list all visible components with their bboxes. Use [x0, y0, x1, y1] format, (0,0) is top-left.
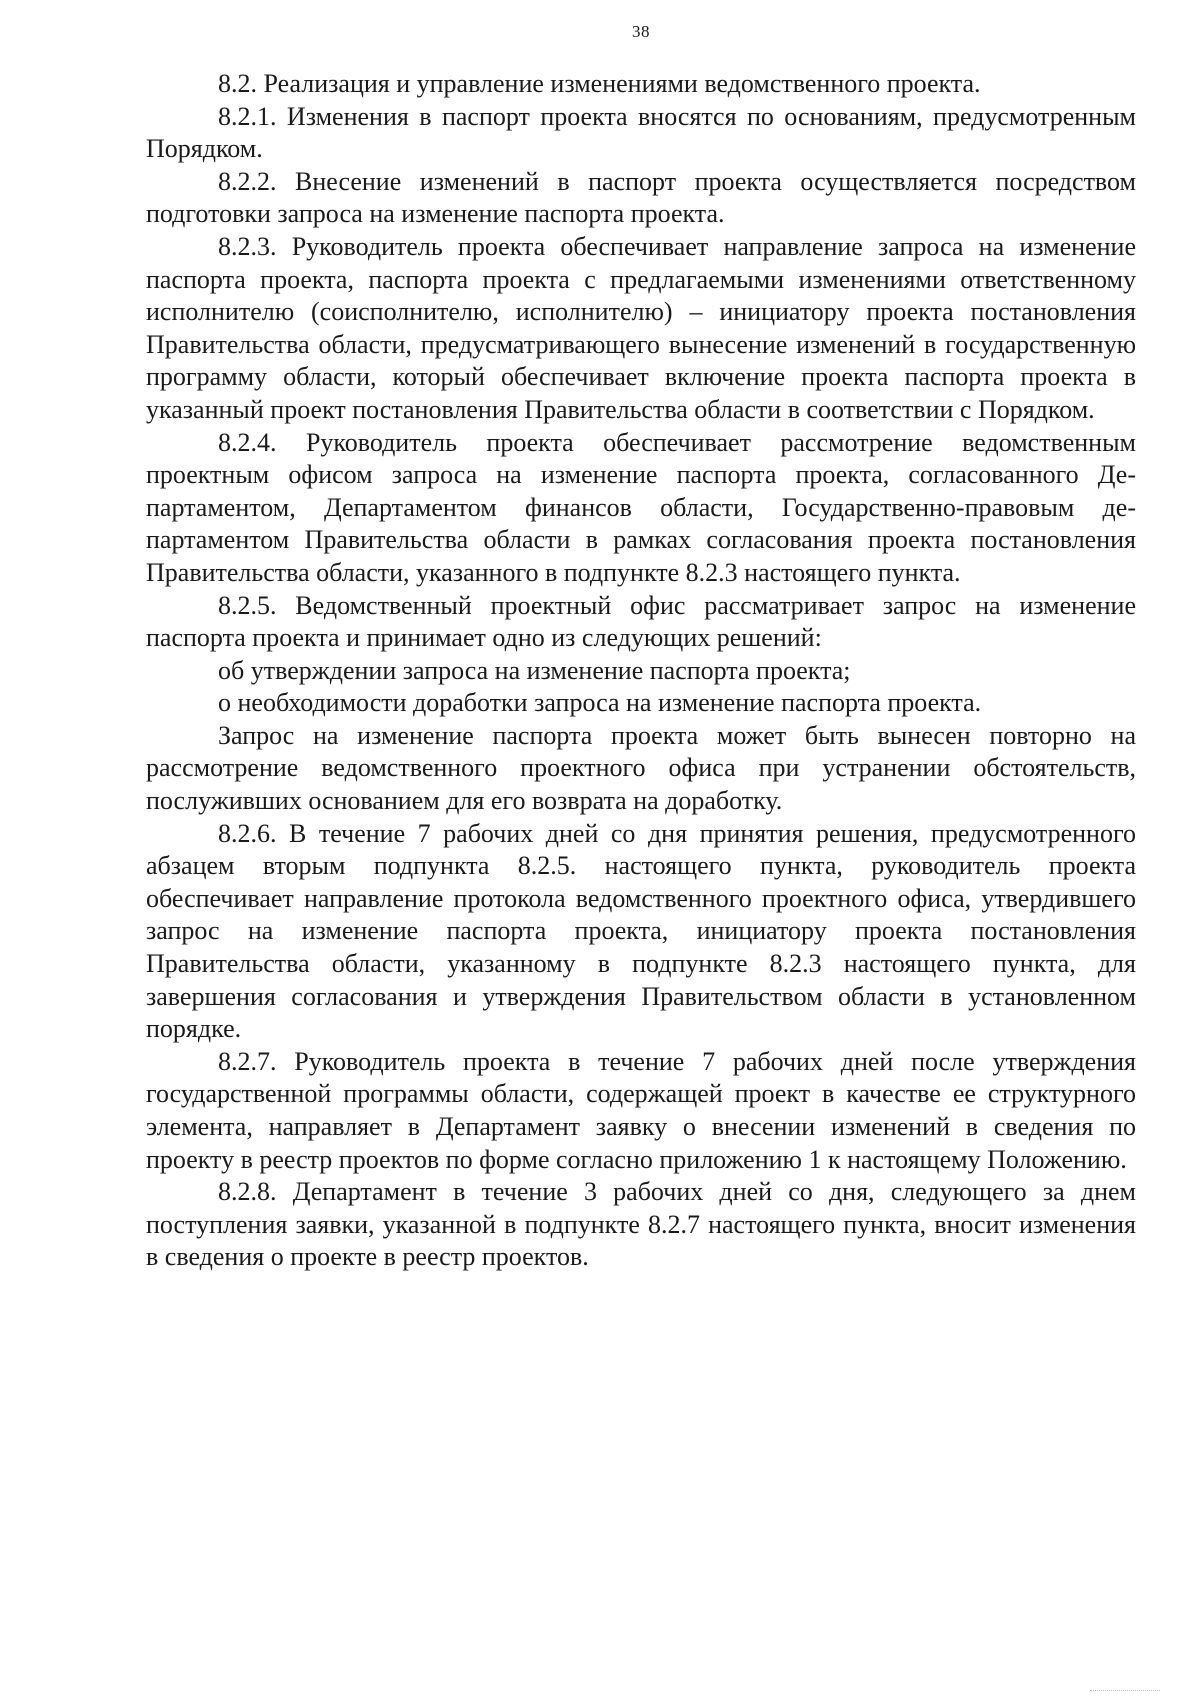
paragraph-8-2-2: 8.2.2. Внесение изменений в паспорт проекта осуществляется посредством подготовки запроса на изменение паспорта проекта.: [146, 166, 1136, 229]
paragraph-8-2-1: 8.2.1. Изменения в паспорт проекта вносятся по основаниям, предусмотренным Порядком.: [146, 101, 1136, 164]
scan-artifact: [1090, 1682, 1160, 1691]
paragraph-8-2-8: 8.2.8. Департамент в течение 3 рабочих дней со дня, следующего за днем поступления заявки, указанной в подпункте 8.2.7 настоящего пункта, вносит изменения в сведения о проекте в реестр проектов.: [146, 1177, 1136, 1272]
paragraph-8-2-6: 8.2.6. В течение 7 рабочих дней со дня принятия решения, предусмотренного абзацем вторым подпункта 8.2.5. настоящего пункта, руководитель проекта обеспечивает направление протокола ведомственного проектного офиса, утвердившего запрос на изменение паспорта проекта, инициатору проекта постановления Правительства области, указанному в подпункте 8.2.3 настоящего пункта, для завершения согласования и утверждения Правительством области в установленном порядке.: [146, 818, 1136, 1044]
paragraph-8-2-7: 8.2.7. Руководитель проекта в течение 7 рабочих дней после утверждения государственной программы области, содержащей проект в качестве ее структурного элемента, направляет в Департамент заявку о внесении изменений в сведения по проекту в реестр проектов по форме согласно приложению 1 к настоящему Положению.: [146, 1046, 1136, 1174]
paragraph-8-2: 8.2. Реализация и управление изменениями ведомственного проекта.: [218, 69, 981, 98]
paragraph-8-2-4: 8.2.4. Руководитель проекта обеспечивает рассмотрение ведомственным проектным офисом запроса на изменение паспорта проекта, согласованного Департаментом, Департаментом финансов области, Государственно-правовым департаментом Правительства области в рамках согласования проекта постановления Правительства области, указанного в подпункте 8.2.3 настоящего пункта.: [146, 427, 1136, 587]
paragraph-decision-approve: об утверждении запроса на изменение паспорта проекта;: [218, 655, 851, 685]
page-number: 38: [632, 22, 650, 41]
paragraph-8-2-3: 8.2.3. Руководитель проекта обеспечивает направление запроса на изменение паспорта проекта, паспорта проекта с предлагаемыми изменениями ответственному исполнителю (соисполнителю, исполнителю) – инициатору проекта постановления Правительства области, предусматривающего вынесение изменений в государственную программу области, который обеспечивает включение проекта паспорта проекта в указанный проект постановления Правительства области в соответствии с Порядком.: [146, 231, 1136, 424]
document-body: [146, 68, 1136, 1274]
paragraph-decision-rework: о необходимости доработки запроса на изменение паспорта проекта.: [218, 688, 982, 718]
paragraph-resubmission: Запрос на изменение паспорта проекта может быть вынесен повторно на рассмотрение ведомственного проектного офиса при устранении обстоятельств, послуживших основанием для его возврата на доработку.: [146, 720, 1136, 816]
paragraph-8-2-5: 8.2.5. Ведомственный проектный офис рассматривает запрос на изменение паспорта проекта и принимает одно из следующих решений:: [146, 590, 1136, 653]
